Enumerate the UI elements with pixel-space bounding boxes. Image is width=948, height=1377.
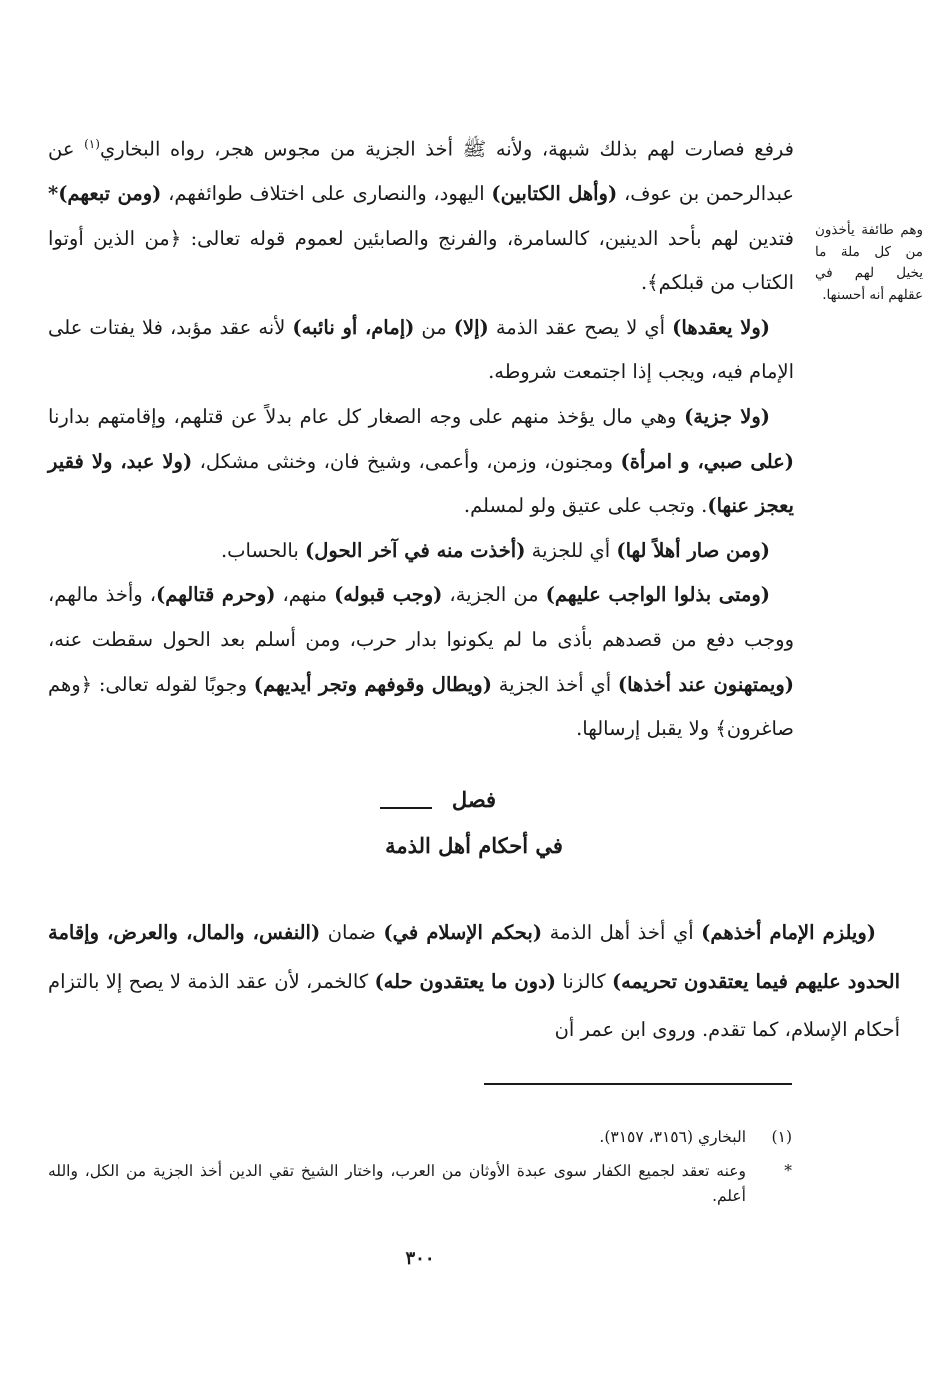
footnotes [48, 1125, 792, 1218]
heading-underline [380, 807, 432, 809]
footnote-reference: (١) [84, 137, 100, 151]
text-run: ضمان [320, 921, 384, 944]
bold-term: (وجب قبوله) [334, 583, 443, 607]
paragraph-1 [48, 122, 794, 306]
bold-term: (ومن صار أهلاً لها) [616, 538, 770, 562]
text-run: عن عبدالرحمن بن عوف، [48, 137, 794, 206]
text-run: من [414, 315, 454, 339]
bold-term: (ولا يعقدها) [672, 315, 770, 339]
bold-term: (أخذت منه في آخر الحول) [304, 538, 526, 562]
bold-term: (بحكم الإسلام في) [383, 921, 543, 944]
text-run: وهي مال يؤخذ منهم على وجه الصغار كل عام بدلاً عن قتلهم، وإقامتهم بدارنا [48, 405, 685, 429]
bold-term: (ولا عبد، ولا فقير يعجز عنها) [48, 449, 794, 518]
text-run: اليهود، والنصارى على اختلاف طوائفهم، [161, 182, 492, 206]
bold-term: (ويلزم الإمام أخذهم) [701, 921, 877, 944]
text-run: منهم، [275, 583, 335, 607]
bold-term: (وحرم قتالهم) [156, 583, 276, 607]
bold-term: (إلا) [453, 315, 489, 339]
footnote-marker: (١) [771, 1128, 792, 1146]
bold-term: (ويطال وقوفهم وتجر أيديهم) [253, 672, 492, 696]
text-run: ومجنون، وزمن، وأعمى، وشيخ فان، وخنثى مشكل، [192, 449, 621, 473]
section-text [48, 909, 900, 1055]
footnote-separator [484, 1083, 792, 1085]
paragraph-2 [48, 306, 794, 395]
text-run: أي أخذ أهل الذمة [542, 921, 702, 944]
bold-term: (ومتى بذلوا الواجب عليهم) [545, 583, 770, 607]
text-run: ، وأخذ مالهم، ووجب دفع من قصدهم بأذى ما لم يكونوا بدار حرب، ومن أسلم بعد الحول سقطت عنه، [48, 583, 794, 652]
text-run: أي للجزية [525, 538, 617, 562]
footnote-1 [48, 1125, 792, 1151]
section-heading: فصل [451, 787, 497, 812]
text-run: فتدين لهم بأحد الدينين، كالسامرة، والفرنج والصابئين لعموم قوله تعالى: ﴿من الذين أوتوا الكتاب من قبلكم﴾. [48, 226, 794, 295]
page-number: ٣٠٠ [405, 1248, 435, 1269]
text-run: . وتجب على عتيق ولو لمسلم. [463, 494, 708, 518]
text-run: فرفع فصارت لهم بذلك شبهة، ولأنه ﷺ أخذ الجزية من مجوس هجر، رواه البخاري [99, 137, 794, 161]
bold-term: (على صبي، و امرأة) [620, 449, 795, 473]
bold-term: (ويمتهنون عند أخذها) [617, 672, 794, 696]
bold-term: (ولا جزية) [684, 405, 770, 429]
text-run: وجوبًا لقوله تعالى: ﴿وهم صاغرون﴾ ولا يقبل إرسالها. [48, 672, 794, 741]
bold-term: (النفس، والمال، والعرض، وإقامة الحدود عليهم فيما يعتقدون تحريمه) [48, 921, 900, 993]
text-run: لأنه عقد مؤبد، فلا يفتات على الإمام فيه، ويجب إذا اجتمعت شروطه. [48, 315, 794, 384]
main-text [48, 122, 794, 752]
bold-term: (وأهل الكتابين) [491, 182, 618, 206]
bold-term: (دون ما يعتقدون حله) [374, 969, 556, 993]
text-run: كالزنا [555, 969, 612, 993]
footnote-2 [48, 1159, 792, 1210]
footnote-text: البخاري (٣١٥٦، ٣١٥٧). [599, 1128, 746, 1146]
bold-term: (ومن تبعهم)* [48, 182, 162, 206]
paragraph-4 [48, 529, 794, 574]
footnote-marker: * [784, 1161, 792, 1180]
bold-term: (إمام، أو نائبه) [292, 315, 415, 339]
section-subheading: في أحكام أهل الذمة [385, 833, 563, 858]
footnote-text: وعنه تعقد لجميع الكفار سوى عبدة الأوثان من العرب، واختار الشيخ تقي الدين أخذ الجزية من الكل، والله أعلم. [48, 1161, 746, 1205]
paragraph-3 [48, 395, 794, 529]
text-run: بالحساب. [220, 538, 305, 562]
text-run: من الجزية، [442, 583, 546, 607]
text-run: كالخمر، لأن عقد الذمة لا يصح إلا بالتزام أحكام الإسلام، كما تقدم. وروى ابن عمر أن [48, 969, 900, 1041]
paragraph-5 [48, 573, 794, 751]
text-run: أي أخذ الجزية [491, 672, 618, 696]
text-run: أي لا يصح عقد الذمة [488, 315, 673, 339]
paragraph-6 [48, 909, 900, 1055]
margin-note: وهم طائفة يأخذون من كل ملة ما يخيل لهم في عقلهم أنه أحسنها. [815, 222, 923, 303]
